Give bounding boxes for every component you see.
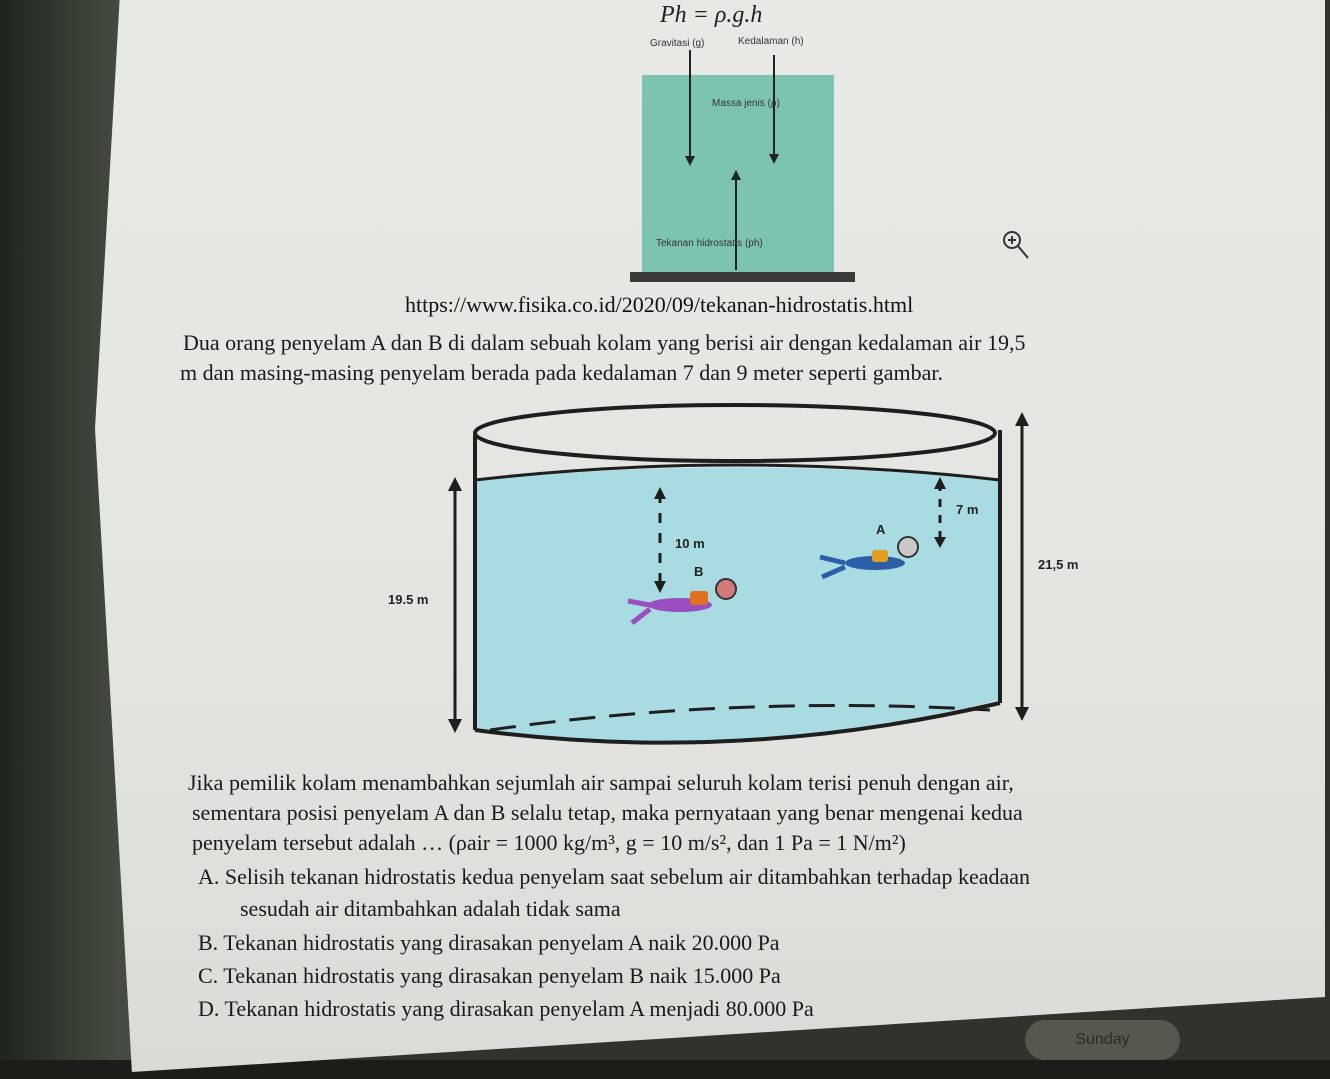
intro-line-1: Dua orang penyelam A dan B di dalam sebuah kolam yang berisi air dengan kedalaman air 19,5 [183,330,1026,355]
question-line-1: Jika pemilik kolam menambahkan sejumlah air sampai seluruh kolam terisi penuh dengan air, [188,770,1014,795]
option-text: Tekanan hidrostatis yang dirasakan penyelam A menjadi 80.000 Pa [224,996,814,1021]
total-height-arrowhead-bottom [1015,707,1029,721]
option-letter: B. [198,930,219,955]
pool-water [475,468,1000,743]
option-a[interactable] [198,864,1030,890]
depth-b-label: 10 m [675,536,705,551]
water-depth-arrowhead-top [448,477,462,491]
pressure-label: Tekanan hidrostatis (ph) [656,238,763,249]
question-line-2: sementara posisi penyelam A dan B selalu tetap, maka pernyataan yang benar mengenai kedua [192,800,1023,825]
diver-a-label: A [876,522,886,537]
density-label: Massa jenis (ρ) [712,98,780,109]
gravity-label: Gravitasi (g) [650,38,705,49]
next-button[interactable]: Sunday [1025,1020,1180,1060]
source-url[interactable]: https://www.fisika.co.id/2020/09/tekanan-hidrostatis.html [405,292,914,317]
option-text: Tekanan hidrostatis yang dirasakan penyelam A naik 20.000 Pa [223,930,780,955]
option-letter: A. [198,864,220,889]
option-a-continued: sesudah air ditambahkan adalah tidak sama [240,896,621,921]
zoom-in-icon[interactable] [1004,232,1028,258]
total-height-label: 21,5 m [1038,557,1079,572]
question-line-3: penyelam tersebut adalah … (ρair = 1000 kg/m³, g = 10 m/s², dan 1 Pa = 1 N/m²) [192,830,906,855]
formula-equation: Ph = ρ.g.h [660,2,763,28]
option-c[interactable] [198,963,781,989]
total-height-arrowhead-top [1015,412,1029,426]
pool-rim [475,405,995,461]
formula-tank-base [630,272,855,282]
depth-a-label: 7 m [956,502,979,517]
depth-label: Kedalaman (h) [738,36,804,47]
diver-b-label: B [694,564,704,579]
intro-line-2: m dan masing-masing penyelam berada pada kedalaman 7 dan 9 meter seperti gambar. [180,360,943,385]
option-text: Selisih tekanan hidrostatis kedua penyelam saat sebelum air ditambahkan terhadap keadaan [224,864,1031,889]
option-d[interactable] [198,996,814,1022]
water-depth-arrowhead-bottom [448,719,462,733]
pool-diagram [0,395,1330,755]
option-letter: D. [198,996,220,1021]
option-b[interactable] [198,930,780,956]
option-letter: C. [198,963,219,988]
option-text: Tekanan hidrostatis yang dirasakan penyelam B naik 15.000 Pa [223,963,781,988]
water-depth-label: 19.5 m [388,592,429,607]
